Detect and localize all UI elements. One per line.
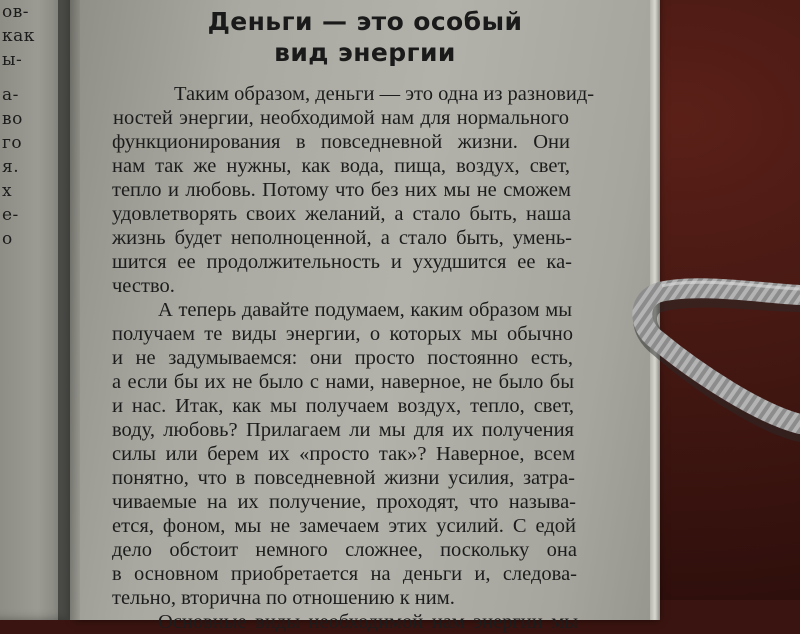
text-line: в основном приобретается на деньги и, следова- <box>112 563 577 585</box>
chapter-title-line-2: вид энергии <box>274 38 456 67</box>
left-page-fragment: как <box>2 26 35 46</box>
left-page-fragment: ов- <box>2 2 30 22</box>
left-page-fragment: ы- <box>2 50 23 70</box>
left-page-fragment: а- <box>2 85 19 105</box>
text-line: нам так же нужны, как вода, пища, воздух, свет, <box>112 155 570 177</box>
text-line: функционирования в повседневной жизни. Они <box>112 131 570 153</box>
text-line: тепло и любовь. Потому что без них мы не сможем <box>112 179 571 201</box>
text-line: получаем те виды энергии, о которых мы обычно <box>112 323 573 345</box>
text-line: Таким образом, деньги — это одна из разновид- <box>174 83 595 105</box>
text-line: чество. <box>112 275 175 297</box>
chapter-title-line-1: Деньги — это особый <box>207 7 523 36</box>
text-line: и не задумываемся: они просто постоянно есть, <box>112 347 573 369</box>
text-line: жизнь будет неполноценной, а стало быть, умень- <box>112 227 572 249</box>
text-line: Основные виды необходимой нам энергии мы <box>158 611 578 633</box>
text-line: удовлетворять своих желаний, а стало быть, наша <box>112 203 571 225</box>
text-line: силы или берем их «просто так»? Наверное, всем <box>112 443 575 465</box>
left-page-fragment: я. <box>2 157 20 177</box>
left-page-fragment: во <box>2 109 23 129</box>
left-page-fragment: х <box>2 181 13 201</box>
text-line: понятно, что в повседневной жизни усилия, затра- <box>112 467 575 489</box>
left-page-fragment: го <box>2 133 23 153</box>
left-page-fragment: е- <box>2 205 19 225</box>
text-line: шится ее продолжительность и ухудшится ее ка- <box>112 251 572 273</box>
text-line: а если бы их не было с нами, наверное, не было бы <box>112 371 574 393</box>
text-line: тельно, вторична по отношению к ним. <box>112 587 455 609</box>
text-line: воду, любовь? Прилагаем ли мы для их получения <box>112 419 574 441</box>
text-line: чиваемые на их получение, проходят, что называ- <box>112 491 576 513</box>
text-line: и нас. Итак, как мы получаем воздух, тепло, свет, <box>112 395 574 417</box>
text-line: ется, фоном, мы не замечаем этих усилий. С едой <box>112 515 576 537</box>
text-line: А теперь давайте подумаем, каким образом мы <box>158 299 572 321</box>
text-line: дело обстоит немного сложнее, поскольку она <box>112 539 577 561</box>
left-page-fragment: о <box>2 229 13 249</box>
text-line: ностей энергии, необходимой нам для нормального <box>113 107 569 129</box>
